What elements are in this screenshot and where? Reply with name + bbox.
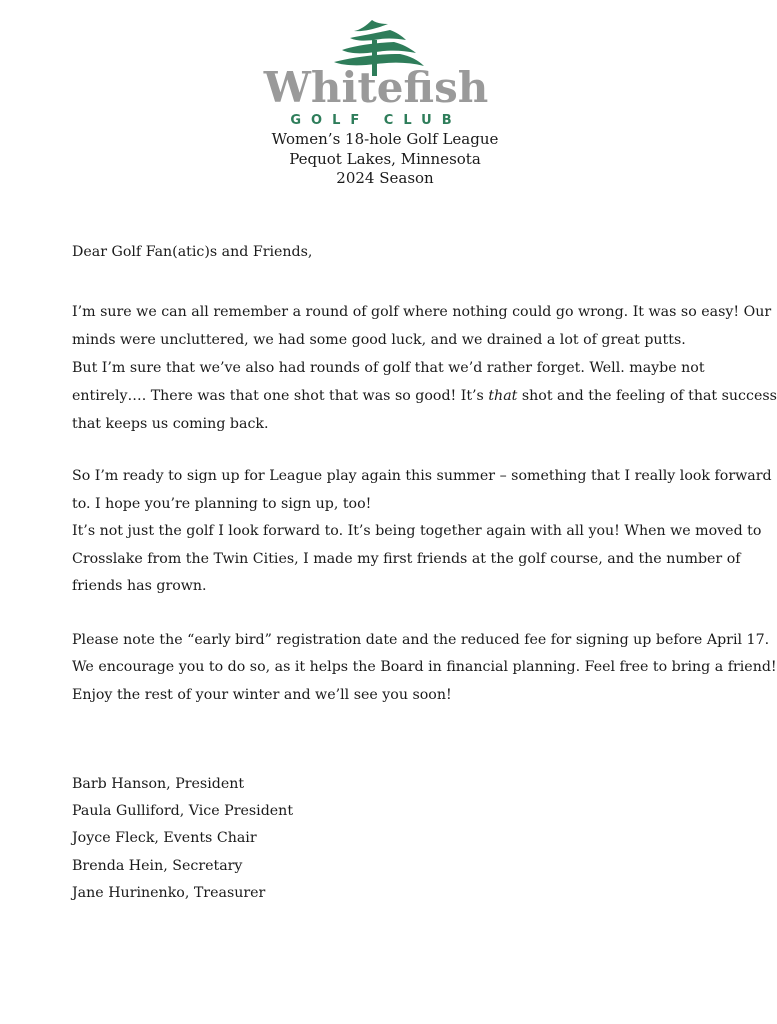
paragraph-1	[72, 298, 777, 438]
paragraph-3	[72, 627, 777, 710]
paragraph-line: But I’m sure that we’ve also had rounds of golf that we’d rather forget. Well. maybe not	[72, 360, 705, 376]
paragraph-line: We encourage you to do so, as it helps the Board in financial planning. Feel free to bring a friend!	[72, 659, 777, 675]
signature-events-chair: Joyce Fleck, Events Chair	[72, 830, 257, 847]
paragraph-line: Please note the “early bird” registration date and the reduced fee for signing up before April 17.	[72, 631, 770, 648]
paragraph-line: minds were uncluttered, we had some good luck, and we drained a lot of great putts.	[72, 332, 686, 348]
signature-block	[72, 771, 293, 907]
emphasis-text: that	[488, 388, 518, 404]
whitefish-golf-club-logo	[263, 16, 489, 128]
signature-vice-president: Paula Gulliford, Vice President	[72, 803, 294, 820]
paragraph-line: that keeps us coming back.	[72, 416, 269, 432]
paragraph-line: to. I hope you’re planning to sign up, too!	[72, 495, 372, 512]
text-span: shot and the feeling of that success	[517, 388, 777, 404]
paragraph-line: friends has grown.	[72, 578, 207, 594]
text-span: entirely…. There was that one shot that was so good! It’s	[72, 388, 489, 404]
paragraph-line: Crosslake from the Twin Cities, I made my first friends at the golf course, and the number of	[72, 550, 741, 567]
pine-tree-logo-icon	[263, 16, 489, 128]
signature-treasurer: Jane Hurinenko, Treasurer	[72, 884, 266, 901]
paragraph-line: I’m sure we can all remember a round of golf where nothing could go wrong. It was so easy! Our	[72, 304, 772, 320]
logo-subtitle: GOLF CLUB	[290, 113, 462, 128]
paragraph-line: So I’m ready to sign up for League play again this summer – something that I really look forward	[72, 468, 772, 484]
league-location: Pequot Lakes, Minnesota	[289, 149, 481, 168]
league-title: Women’s 18-hole Golf League	[271, 130, 499, 148]
league-season: 2024 Season	[336, 169, 434, 187]
logo-wordmark: Whitefish	[263, 63, 489, 112]
signature-secretary: Brenda Hein, Secretary	[72, 857, 243, 874]
letter-body	[72, 242, 777, 709]
salutation: Dear Golf Fan(atic)s and Friends,	[72, 244, 313, 260]
paragraph-line: It’s not just the golf I look forward to. It’s being together again with all you! When we moved to	[72, 523, 762, 539]
paragraph-line	[72, 382, 777, 410]
paragraph-2	[72, 463, 772, 601]
signature-president: Barb Hanson, President	[72, 776, 245, 792]
paragraph-line: Enjoy the rest of your winter and we’ll see you soon!	[72, 686, 452, 703]
letter-header	[0, 130, 770, 189]
